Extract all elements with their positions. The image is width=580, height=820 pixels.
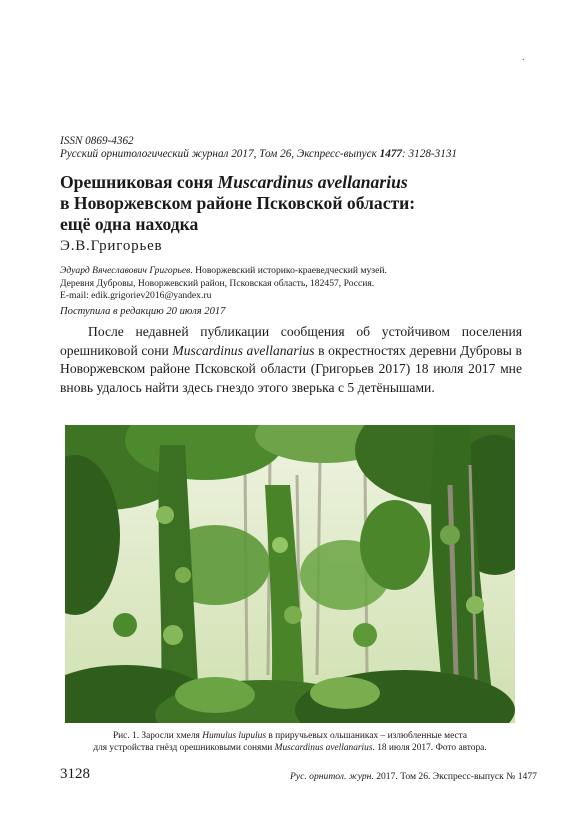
issn-line: ISSN 0869-4362 — [60, 135, 134, 147]
page-range: : 3128-3131 — [402, 148, 458, 160]
affiliation-institution: . Новоржевский историко-краеведческий музей. — [190, 265, 387, 276]
title-line-2: в Новоржевском районе Псковской области: — [60, 193, 416, 213]
caption-line-1 — [60, 730, 520, 742]
page-number: 3128 — [60, 766, 90, 782]
issue-number: 1477 — [379, 148, 403, 160]
abstract-species: Muscardinus avellanarius — [172, 342, 315, 358]
affiliation-address: Деревня Дубровы, Новоржевский район, Псковская область, 182457, Россия. — [60, 277, 375, 289]
corner-mark: . — [522, 52, 525, 63]
caption-text-d: . 18 июля 2017. Фото автора. — [372, 743, 487, 754]
caption-text-c: для устройства гнёзд орешниковыми сонями — [93, 743, 275, 754]
affiliation-email: E-mail: edik.grigoriev2016@yandex.ru — [60, 290, 212, 301]
affiliation-author-name: Эдуард Вячеславович Григорьев — [60, 265, 191, 276]
caption-line-2 — [60, 742, 520, 754]
caption-species-dormouse: Muscardinus avellanarius — [274, 743, 373, 754]
journal-name: Русский орнитологический журнал 2017, Том 26, Экспресс-выпуск — [60, 148, 380, 160]
footer-issue-info: 2017. Том 26. Экспресс-выпуск № 1477 — [373, 771, 537, 782]
title-text: Орешниковая соня — [60, 172, 218, 192]
affiliation-line-1 — [60, 265, 530, 278]
abstract-paragraph — [60, 323, 522, 397]
caption-species-hop: Humulus lupulus — [202, 731, 266, 741]
received-date: Поступила в редакцию 20 июля 2017 — [60, 306, 226, 317]
article-title — [60, 172, 530, 235]
journal-citation-line — [60, 148, 457, 161]
title-line-3: ещё одна находка — [60, 214, 199, 234]
journal-header — [60, 135, 457, 161]
forest-photo-illustration — [65, 425, 515, 723]
author-affiliation — [60, 265, 530, 303]
title-line-1 — [60, 172, 530, 193]
author-name: Э.В.Григорьев — [60, 238, 163, 254]
running-footer — [290, 771, 537, 782]
caption-text-a: Рис. 1. Заросли хмеля — [112, 731, 203, 741]
footer-journal-abbr: Рус. орнитол. журн. — [290, 771, 374, 782]
caption-text-b: в приручьевых ольшаниках – излюбленные места — [266, 731, 468, 741]
figure-caption — [60, 730, 520, 755]
figure-photo — [65, 425, 515, 723]
abstract-text-1: После недавней публикации сообщения об устойчивом поселения орешниковой сони — [60, 324, 522, 358]
title-species: Muscardinus avellanarius — [217, 172, 408, 192]
abstract-text-2: в окрестностях деревни Дубровы в Новоржевском районе Псковской области (Григорьев 2017) 18 июля 2017 мне вновь удалось найти здесь гнездо этого зверька с 5 детёнышами. — [60, 342, 522, 395]
